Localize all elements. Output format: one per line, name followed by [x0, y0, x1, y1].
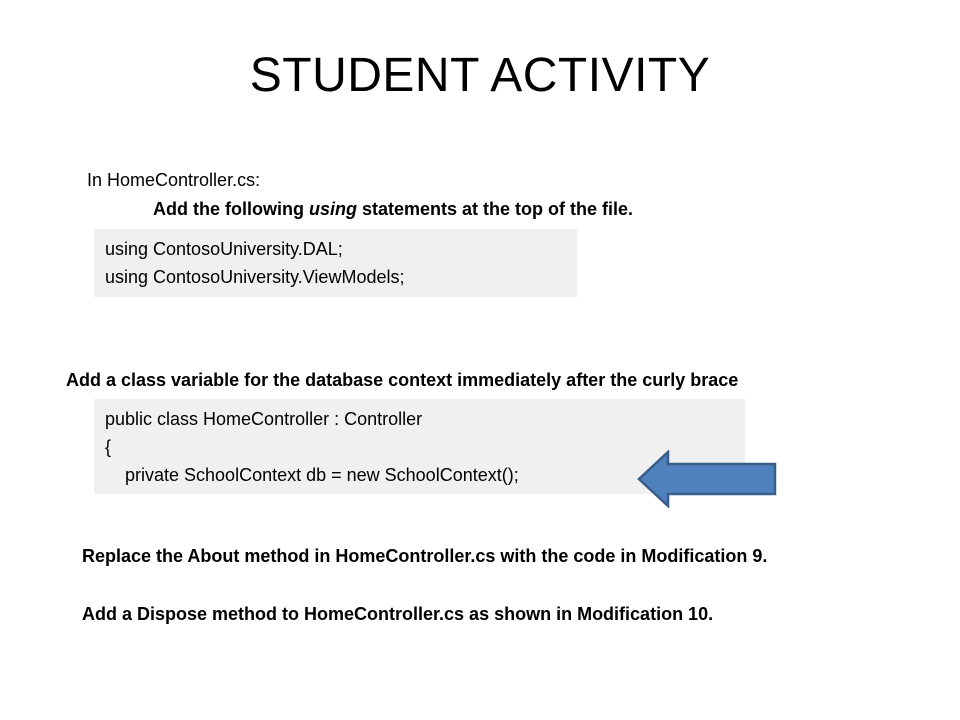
instruction-using-statements — [153, 199, 633, 221]
instruction-using-keyword: using — [308, 199, 357, 219]
left-arrow-icon — [637, 450, 779, 508]
instruction-using-before: Add the following — [153, 199, 309, 219]
code-line: public class HomeController : Controller — [105, 409, 423, 429]
code-line: private SchoolContext db = new SchoolContext(); — [105, 465, 519, 485]
code-line: using ContosoUniversity.DAL; — [105, 239, 343, 259]
instruction-add-dispose: Add a Dispose method to HomeController.cs as shown in Modification 10. — [82, 604, 714, 624]
instruction-replace-about: Replace the About method in HomeController.cs with the code in Modification 9. — [82, 546, 768, 566]
instruction-using-after: statements at the top of the file. — [356, 199, 634, 219]
instruction-class-variable: Add a class variable for the database context immediately after the curly brace — [66, 370, 739, 390]
code-line: using ContosoUniversity.ViewModels; — [105, 267, 405, 287]
code-line: { — [105, 437, 112, 457]
intro-text: In HomeController.cs: — [87, 170, 261, 190]
slide-title: STUDENT ACTIVITY — [249, 49, 711, 102]
code-block-using-statements — [94, 229, 577, 297]
